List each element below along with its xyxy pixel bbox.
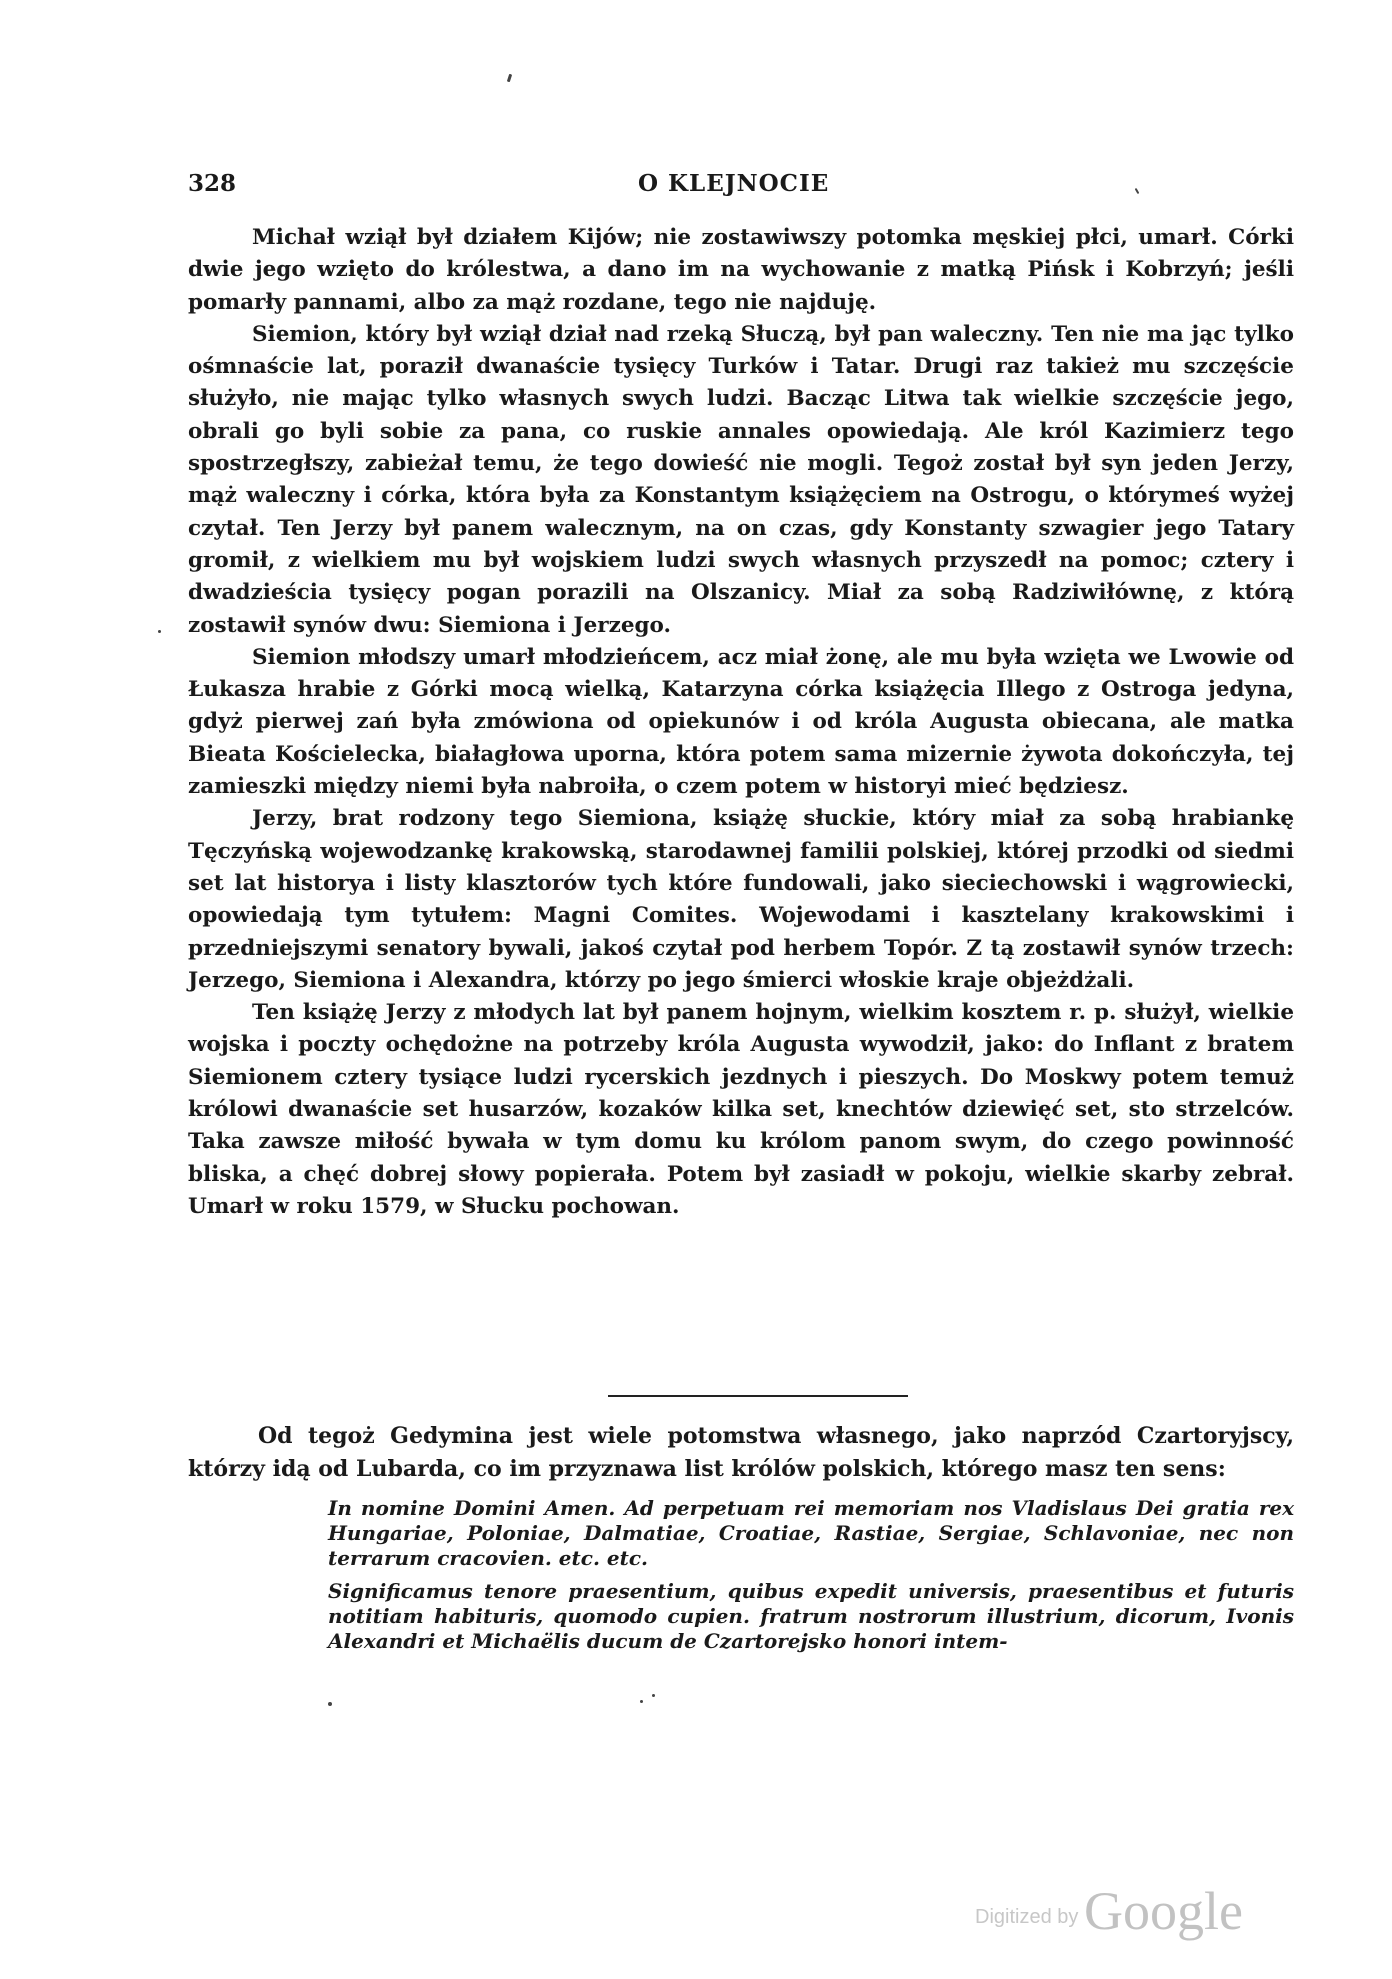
paragraph: Ten książę Jerzy z młodych lat był panem hojnym, wielkim kosztem r. p. służył, wielkie wojska i poczty ochędożne na potrzeby króla Augusta wywodził, jako: do Inflant z bratem Siemionem cztery tysiące ludzi rycerskich jezdnych i pieszych. Do Moskwy potem temuż królowi dwanaście set husarzów, kozaków kilka set, knechtów dziewięć set, sto strzelców. Taka zawsze miłość bywała w tym domu ku królom panom swym, do czego powinność bliska, a chęć dobrej słowy popierała. Potem był zasiadł w pokoju, wielkie skarby zebrał. Umarł w roku 1579, w Słucku pochowan. [188, 1000, 1294, 1219]
latin-paragraph: Significamus tenore praesentium, quibus expedit universis, praesentibus et futuris notitiam habituris, quomodo cupien. fratrum nostrorum illustrium, dicorum, Ivonis Alexandri et Michaëlis ducum de Czartorejsko honori intem- [328, 1579, 1294, 1653]
paragraph: Od tegoż Gedymina jest wiele potomstwa własnego, jako naprzód Czartoryjscy, którzy idą od Lubarda, co im przyznawa list królów polskich, którego masz ten sens: [188, 1423, 1294, 1482]
paragraph: Michał wziął był działem Kijów; nie zostawiwszy potomka męskiej płci, umarł. Córki dwie jego wzięto do królestwa, a dano im na wychowanie z matką Pińsk i Kobrzyń; jeśli pomarły pannami, albo za mąż rozdane, tego nie najduję. [188, 225, 1294, 315]
section-divider [608, 1395, 908, 1397]
digitized-watermark [975, 1880, 1243, 1942]
main-text [188, 222, 1294, 1223]
digitized-label: Digitized by [975, 1906, 1079, 1928]
page-header [188, 170, 1300, 204]
page-number: 328 [188, 170, 237, 197]
ink-speck [652, 1694, 655, 1697]
google-logo: Google [1083, 1881, 1243, 1941]
paragraph: Siemion, który był wziął dział nad rzeką Słuczą, był pan waleczny. Ten nie ma jąc tylko ośmnaście lat, poraził dwanaście tysięcy Turków i Tatar. Drugi raz takież mu szczęście służyło, nie mając tylko własnych swych ludzi. Bacząc Litwa tak wielkie szczęście jego, obrali go byli sobie za pana, co ruskie annales opowiedają. Ale król Kazimierz tego spostrzegłszy, zabieżał temu, że tego dowieść nie mogli. Tegoż został był syn jeden Jerzy, mąż waleczny i córka, która była za Konstantym książęciem na Ostrogu, o którymeś wyżej czytał. Ten Jerzy był panem walecznym, na on czas, gdy Konstanty szwagier jego Tatary gromił, z wielkiem mu był wojskiem ludzi swych własnych przyszedł na pomoc; cztery i dwadzieścia tysięcy pogan porazili na Olszanicy. Miał za sobą Radziwiłównę, z którą zostawił synów dwu: Siemiona i Jerzego. [188, 321, 1294, 638]
paragraph: Jerzy, brat rodzony tego Siemiona, książę słuckie, który miał za sobą hrabiankę Tęczyńską wojewodzankę krakowską, starodawnej familii polskiej, której przodki od siedmi set lat historya i listy klasztorów tych które fundowali, jako sieciechowski i wągrowiecki, opowiedają tym tytułem: Magni Comites. Wojewodami i kasztelany krakowskimi i przedniejszymi senatory bywali, jakoś czytał pod herbem Topór. Z tą zostawił synów trzech: Jerzego, Siemiona i Alexandra, którzy po jego śmierci włoskie kraje objeżdżali. [188, 806, 1294, 993]
ink-speck [507, 74, 512, 83]
ink-speck [158, 630, 161, 633]
latin-paragraph: In nomine Domini Amen. Ad perpetuam rei memoriam nos Vladislaus Dei gratia rex Hungariae, Poloniae, Dalmatiae, Croatiae, Rastiae, Sergiae, Schlavoniae, nec non terrarum cracovien. etc. etc. [328, 1496, 1294, 1570]
latin-quotation [328, 1496, 1294, 1662]
ink-speck [328, 1702, 332, 1706]
paragraph: Siemion młodszy umarł młodzieńcem, acz miał żonę, ale mu była wzięta we Lwowie od Łukasza hrabie z Górki mocą wielką, Katarzyna córka książęcia Illego z Ostroga jedyna, gdyż pierwej zań była zmówiona od opiekunów i od króla Augusta obiecana, ale matka Bieata Kościelecka, białagłowa uporna, która potem sama mizernie żywota dokończyła, tej zamieszki między niemi była nabroiła, o czem potem w historyi mieć będziesz. [188, 644, 1294, 800]
ink-speck [640, 1700, 643, 1703]
appendix-intro [188, 1420, 1294, 1485]
running-head: O KLEJNOCIE [638, 170, 830, 197]
